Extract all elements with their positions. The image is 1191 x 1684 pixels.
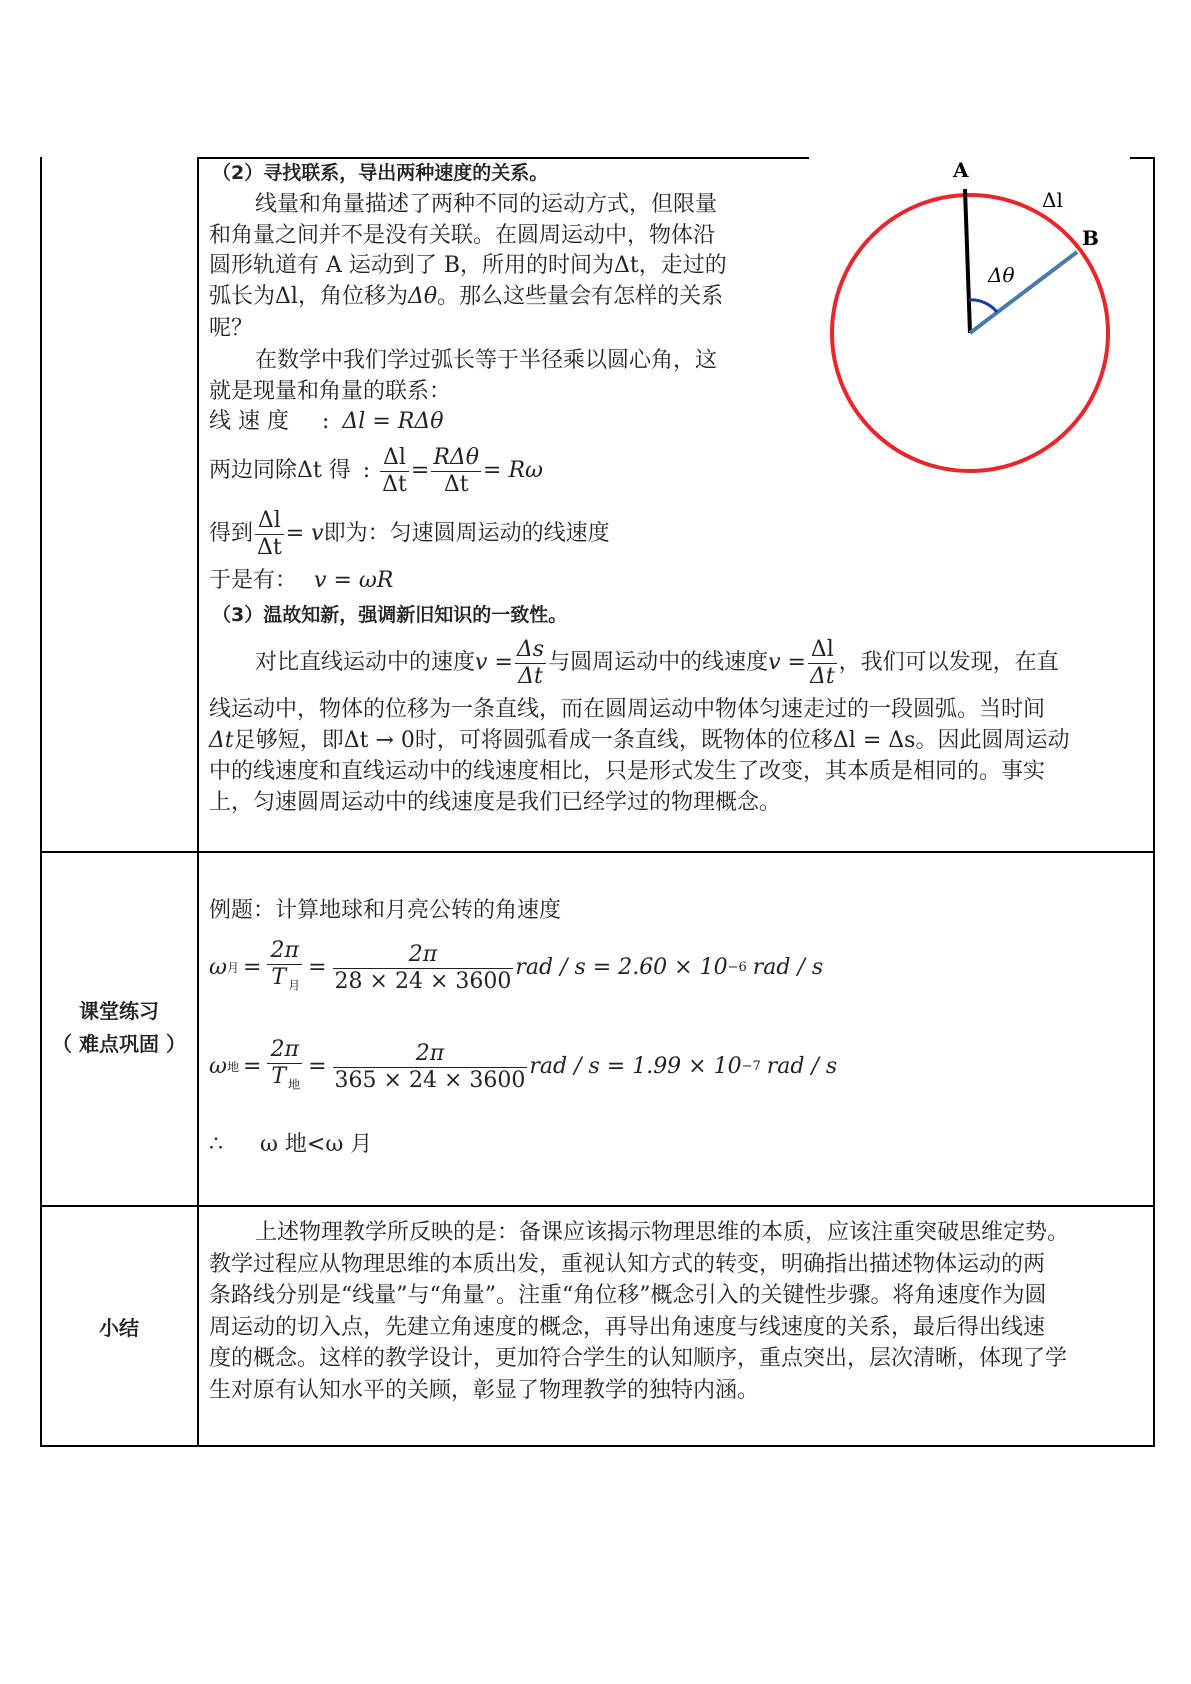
- section3-line-3: [209, 726, 1069, 756]
- table-column-divider: [197, 157, 199, 1447]
- frac-den: 28 × 24 × 3600: [334, 968, 512, 994]
- summary-label: 小结: [99, 1316, 139, 1340]
- fraction-2pi-seconds: [333, 942, 514, 995]
- summary-line-1: 上述物理教学所反映的是：备课应该揭示物理思维的本质，应该注重突破思维定势。: [255, 1220, 1070, 1245]
- frac-den: Δt: [809, 663, 835, 689]
- example-title: 例题：计算地球和月亮公转的角速度: [209, 898, 562, 923]
- moon-exponent: −6: [727, 960, 747, 975]
- s3-line3-a: 足够短，即: [233, 728, 344, 753]
- row-divider-2: [40, 1205, 1155, 1207]
- section3-line-4: 中的线速度和直线运动中的线速度相比，只是形式发生了改变，其本质是相同的。事实: [209, 759, 1046, 784]
- label-b: B: [1082, 226, 1099, 250]
- label-delta-l: Δl: [1042, 188, 1063, 212]
- fraction-2pi-t: [267, 1037, 302, 1097]
- frac-num: Δl: [380, 445, 409, 472]
- earth-unit: rad / s: [766, 1054, 838, 1079]
- frac-den: [267, 965, 302, 998]
- equation-linear-velocity: [209, 503, 610, 565]
- fraction-2pi-seconds: [333, 1041, 528, 1094]
- frac-num: Δs: [516, 636, 545, 662]
- s3-line1-a: 对比直线运动中的速度: [255, 650, 476, 675]
- fraction-dl-dt-3: [808, 637, 837, 690]
- p1-line-1: 线量和角量描述了两种不同的运动方式，但限量: [255, 192, 718, 217]
- moon-subscript: 月: [226, 961, 239, 975]
- v-omega-r: v = ωR: [314, 568, 394, 593]
- eq3-label-b: 即为：匀速圆周运动的线速度: [323, 521, 610, 546]
- frac-den: Δt: [443, 471, 469, 497]
- fraction-ds-dt: [515, 637, 546, 690]
- earth-exponent: −7: [741, 1059, 761, 1074]
- section3-heading: （3）温故知新，强调新旧知识的一致性。: [212, 604, 568, 626]
- p1-line-4-c: 。那么这些量会有怎样的关系: [437, 284, 724, 309]
- delta-t-symbol: Δt: [614, 253, 639, 278]
- section3-line-5: 上，匀速圆周运动中的线速度是我们已经学过的物理概念。: [209, 790, 782, 815]
- delta-theta-symbol: Δθ: [407, 284, 438, 309]
- omega-symbol: ω: [209, 1054, 227, 1079]
- s3-line3-b: 时，可将圆弧看成一条直线，既物体的位移: [414, 728, 833, 753]
- equals-v: = v: [285, 521, 324, 546]
- summary-line-3: 条路线分别是“线量”与“角量”。注重“角位移”概念引入的关键性步骤。将角速度作为圆: [209, 1283, 1047, 1308]
- v-equals-2: v =: [768, 650, 806, 675]
- fraction-2pi-t: [267, 938, 302, 998]
- eq1-formula: Δl = RΔθ: [342, 409, 444, 434]
- frac-num: 2π: [267, 1037, 302, 1064]
- frac-num: Δl: [255, 508, 284, 535]
- frac-num: Δl: [808, 637, 837, 664]
- r-omega: = Rω: [483, 458, 543, 483]
- eq1-label: 线 速 度: [209, 409, 289, 434]
- label-delta-theta: Δθ: [988, 263, 1015, 287]
- summary-line-6: 生对原有认知水平的关顾，彰显了物理教学的独特内涵。: [209, 1378, 760, 1403]
- radius-to-b: [970, 252, 1077, 333]
- frac-den: [267, 1064, 302, 1097]
- t-symbol: T: [271, 1063, 287, 1089]
- table-right-border: [1153, 157, 1155, 1447]
- p2-line-2: 就是现量和角量的联系：: [209, 379, 452, 404]
- moon-unit: rad / s: [752, 955, 824, 980]
- section3-line-2: 线运动中，物体的位移为一条直线，而在圆周运动中物体匀速走过的一段圆弧。当时间: [209, 697, 1046, 722]
- frac-num: RΔθ: [433, 444, 480, 470]
- delta-t-italic: Δt: [209, 728, 234, 753]
- delta-l-symbol: Δl: [275, 284, 298, 309]
- p1-line-3: [209, 251, 727, 281]
- p1-line-4: [209, 282, 723, 312]
- frac-num: 2π: [333, 1041, 528, 1068]
- s3-line1-c: ，我们可以发现，在直: [838, 650, 1059, 675]
- conclusion-line: [209, 1130, 372, 1160]
- frac-num: 2π: [267, 938, 302, 965]
- v-equals-1: v =: [475, 650, 513, 675]
- omega-symbol: ω: [209, 955, 227, 980]
- t-subscript: 月: [288, 978, 301, 993]
- frac-den: Δt: [518, 663, 543, 689]
- dl-equals-ds: Δl = Δs: [832, 728, 916, 753]
- fraction-dl-dt: [380, 445, 409, 498]
- p2-line-1: 在数学中我们学过弧长等于半径乘以圆心角，这: [255, 348, 718, 373]
- radius-to-a: [965, 189, 970, 333]
- summary-line-5: 度的概念。这样的教学设计，更加符合学生的认知顺序，重点突出，层次清晰，体现了学: [209, 1346, 1068, 1371]
- p1-line-4-b: ，角位移为: [297, 284, 408, 309]
- equation-v-omega-r: [209, 566, 393, 596]
- p1-line-5: 呢？: [209, 316, 254, 341]
- equation-arc-length: 线 速 度 : Δl = RΔθ: [209, 409, 444, 434]
- t-symbol: T: [271, 964, 287, 990]
- table-left-border: [40, 157, 42, 1447]
- dt-to-zero: Δt → 0: [343, 728, 415, 753]
- fraction-dl-dt-2: [255, 508, 284, 561]
- circular-motion-diagram: [810, 155, 1120, 475]
- section2-heading: （2）寻找联系，导出两种速度的关系。: [212, 162, 549, 184]
- eq4-label: 于是有：: [209, 568, 298, 593]
- p1-line-4-a: 弧长为: [209, 284, 276, 309]
- eq3-label-a: 得到: [209, 521, 254, 546]
- equation-earth: ω 地 = $\frac{2\pi}{T _地}$ = $\frac{2\pi}{365 \times 24 \times 3600}$ rad / s = 1.99 × 10 −7 rad / s: [209, 1034, 837, 1100]
- therefore-symbol: ∴: [209, 1132, 223, 1157]
- summary-line-4: 周运动的切入点，先建立角速度的概念，再导出角速度与线速度的关系，最后得出线速: [209, 1315, 1046, 1340]
- equation-divide-dt: 两边同除Δt 得 : $\frac{\Delta l}{\Delta t}$ = $\frac{\text{RΔθ}}{\Delta t}$ = Rω: [209, 444, 543, 497]
- moon-result: rad / s = 2.60 × 10: [515, 955, 728, 980]
- practice-label-line-1: 课堂练习: [79, 999, 159, 1023]
- angle-arc: [969, 300, 997, 312]
- s3-line3-c: 。因此圆周运动: [915, 728, 1070, 753]
- p1-line-2: 和角量之间并不是没有关联。在圆周运动中，物体沿: [209, 223, 716, 248]
- summary-line-2: 教学过程应从物理思维的本质出发，重视认知方式的转变，明确指出描述物体运动的两: [209, 1252, 1046, 1277]
- t-subscript: 地: [288, 1077, 301, 1092]
- earth-result: rad / s = 1.99 × 10: [529, 1054, 742, 1079]
- practice-label: [40, 995, 198, 1061]
- s3-line1-b: 与圆周运动中的线速度: [548, 650, 769, 675]
- table-bottom-border: [40, 1445, 1155, 1447]
- frac-num: 2π: [333, 942, 514, 969]
- p1-line-3-text: 圆形轨道有 A 运动到了 B，所用的时间为: [209, 253, 615, 278]
- table-top-border-b: [1130, 157, 1154, 159]
- fraction-rdtheta-dt: [431, 445, 481, 498]
- practice-label-line-2: （ 难点巩固 ）: [52, 1032, 186, 1056]
- earth-subscript: 地: [226, 1060, 239, 1074]
- row-divider-1: [40, 851, 1155, 853]
- label-a: A: [953, 158, 969, 182]
- eq2-label: 两边同除Δt 得: [209, 458, 351, 483]
- equation-moon: ω 月 = $\frac{2\pi}{T _月}$ = $\frac{2\pi}{28 \times 24 \times 3600}$ rad / s = 2.60 × 10 −6 rad / s: [209, 935, 823, 1001]
- conclusion-text: ω 地<ω 月: [260, 1132, 373, 1157]
- section3-line-1: [255, 632, 1059, 694]
- frac-den: Δt: [257, 534, 282, 560]
- frac-den: 365 × 24 × 3600: [334, 1067, 526, 1093]
- frac-den: Δt: [382, 471, 407, 497]
- p1-line-3-tail: ，走过的: [638, 253, 727, 278]
